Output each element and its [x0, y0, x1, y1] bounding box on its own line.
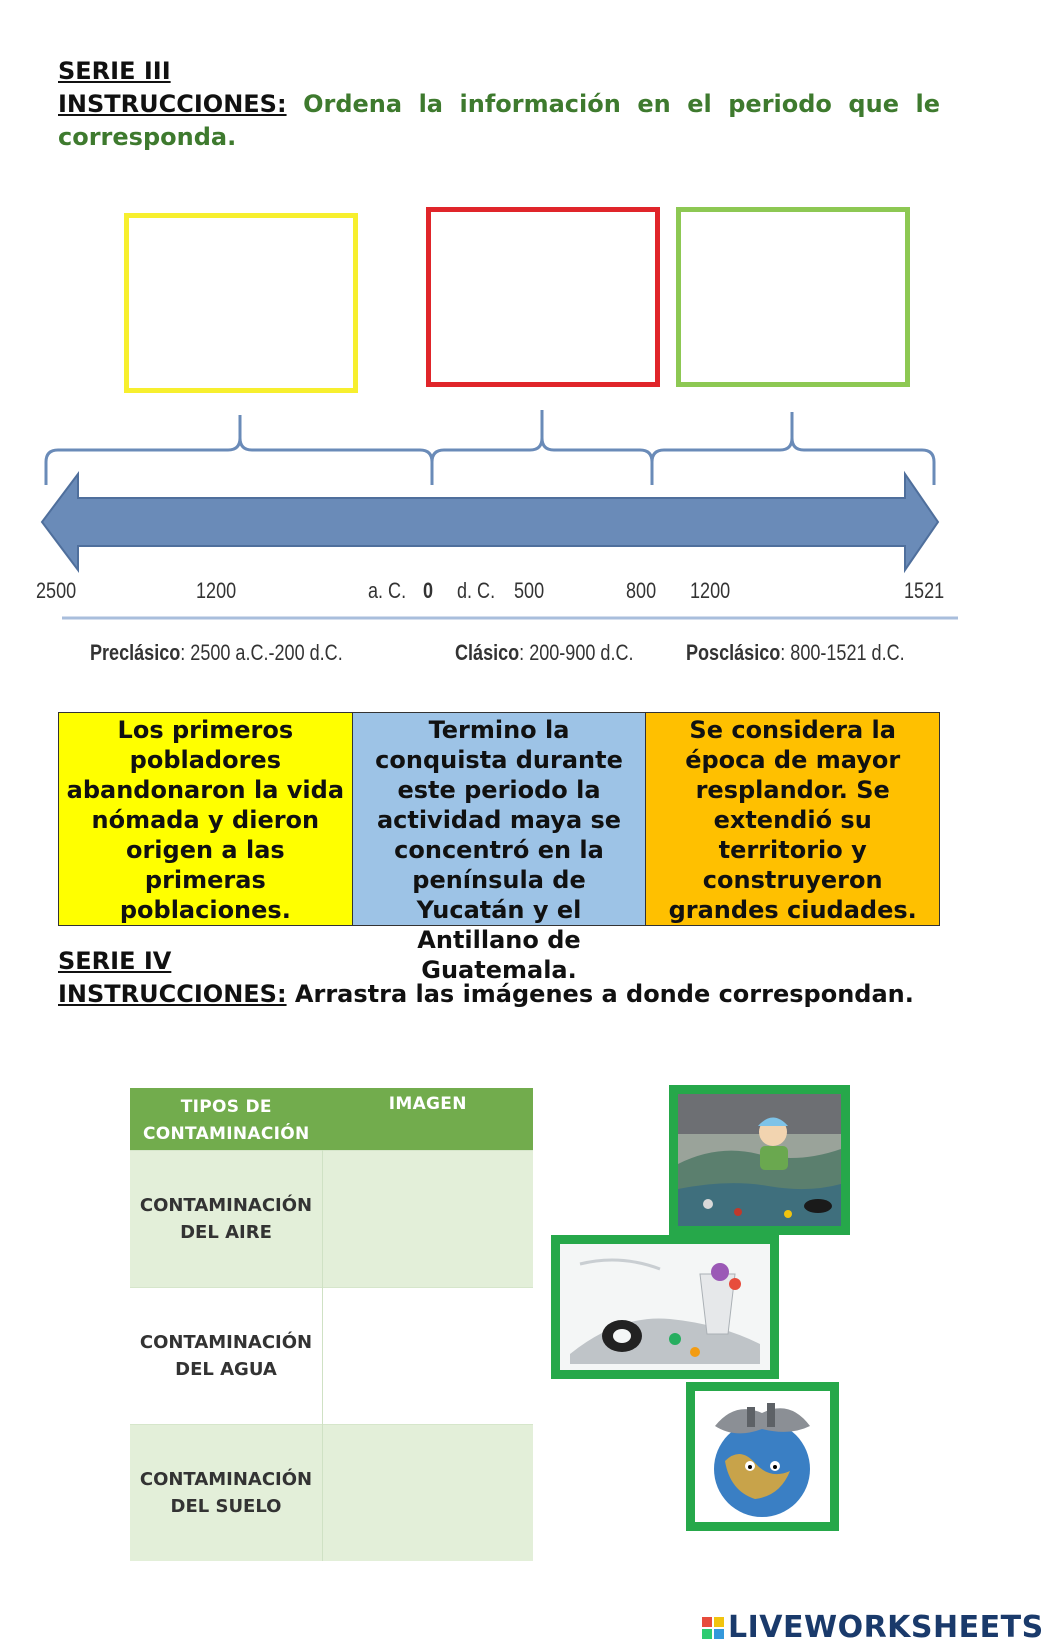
period-clasico — [455, 640, 634, 666]
period-range: : 2500 a.C.-200 d.C. — [180, 640, 343, 665]
label-line: DEL SUELO — [170, 1496, 282, 1517]
tick-zero: 0 — [423, 578, 434, 603]
tick-ac: a. C. — [368, 578, 407, 603]
liveworksheets-logo — [702, 1610, 1044, 1645]
timeline-arrow — [42, 474, 938, 570]
instructions-label: INSTRUCCIONES: — [58, 980, 287, 1008]
garbage-pile-picture-icon — [560, 1244, 770, 1370]
row-label-aire — [130, 1151, 323, 1288]
instructions-text: Arrastra las imágenes a donde correspondan. — [294, 980, 914, 1008]
timeline-graphic — [0, 400, 1000, 670]
label-line: DEL AIRE — [180, 1222, 272, 1243]
tick-2500: 2500 — [36, 578, 77, 603]
header-imagen: IMAGEN — [323, 1088, 534, 1151]
header-tipos: TIPOS DE CONTAMINACIÓN — [130, 1088, 323, 1151]
tick-500: 500 — [514, 578, 545, 603]
serie-iv-title: SERIE IV — [58, 947, 172, 975]
instructions-label: INSTRUCCIONES: — [58, 90, 287, 118]
tick-1200-ac: 1200 — [196, 578, 237, 603]
drop-cell-aire[interactable] — [323, 1151, 534, 1288]
card-posclasico-text[interactable]: Termino la conquista durante este periodo la actividad maya se concentró en la península de Yucatán y el Antillano de Guatemala. — [352, 713, 646, 925]
serie-iii-title: SERIE III — [58, 57, 171, 85]
soil-pollution-image[interactable] — [551, 1235, 779, 1379]
drop-zone-posclasico[interactable] — [676, 207, 910, 387]
drop-cell-agua[interactable] — [323, 1288, 534, 1425]
card-preclasico-text[interactable]: Los primeros pobladores abandonaron la vida nómada y dieron origen a las primeras poblaciones. — [59, 713, 352, 925]
logo-grid-icon — [702, 1617, 724, 1639]
drop-zone-clasico[interactable] — [426, 207, 660, 387]
label-line: DEL AGUA — [175, 1359, 277, 1380]
period-preclasico — [90, 640, 343, 666]
table-row — [130, 1151, 533, 1288]
card-clasico-text[interactable]: Se considera la época de mayor resplandor. Se extendió su territorio y construyeron grandes ciudades. — [645, 713, 939, 925]
period-name: Posclásico — [686, 640, 781, 665]
serie-iv-instructions — [58, 978, 940, 1011]
tick-1200-dc: 1200 — [690, 578, 731, 603]
drop-zone-preclasico[interactable] — [124, 213, 358, 393]
smoky-earth-picture-icon — [695, 1391, 830, 1522]
period-posclasico — [686, 640, 905, 666]
period-range: : 200-900 d.C. — [519, 640, 634, 665]
tick-dc: d. C. — [457, 578, 496, 603]
drop-cell-suelo[interactable] — [323, 1425, 534, 1562]
label-line: CONTAMINACIÓN — [139, 1195, 313, 1216]
label-line: CONTAMINACIÓN — [139, 1469, 313, 1490]
period-brackets — [46, 410, 934, 485]
polluted-water-picture-icon — [678, 1094, 841, 1226]
row-label-suelo — [130, 1425, 323, 1562]
row-label-agua — [130, 1288, 323, 1425]
instructions-text-continued: corresponda. — [58, 123, 237, 151]
table-row — [130, 1425, 533, 1562]
table-row — [130, 1288, 533, 1425]
period-range: : 800-1521 d.C. — [780, 640, 905, 665]
serie-iii-instructions — [58, 88, 940, 121]
label-line: CONTAMINACIÓN — [139, 1332, 313, 1353]
period-name: Preclásico — [90, 640, 181, 665]
water-pollution-image[interactable] — [669, 1085, 850, 1235]
logo-text: LIVEWORKSHEETS — [728, 1610, 1044, 1645]
air-pollution-image[interactable] — [686, 1382, 839, 1531]
contamination-table — [130, 1088, 533, 1561]
instructions-text: Ordena la información en el periodo que le — [303, 90, 940, 118]
tick-1521: 1521 — [904, 578, 945, 603]
tick-800: 800 — [626, 578, 657, 603]
period-name: Clásico — [455, 640, 520, 665]
